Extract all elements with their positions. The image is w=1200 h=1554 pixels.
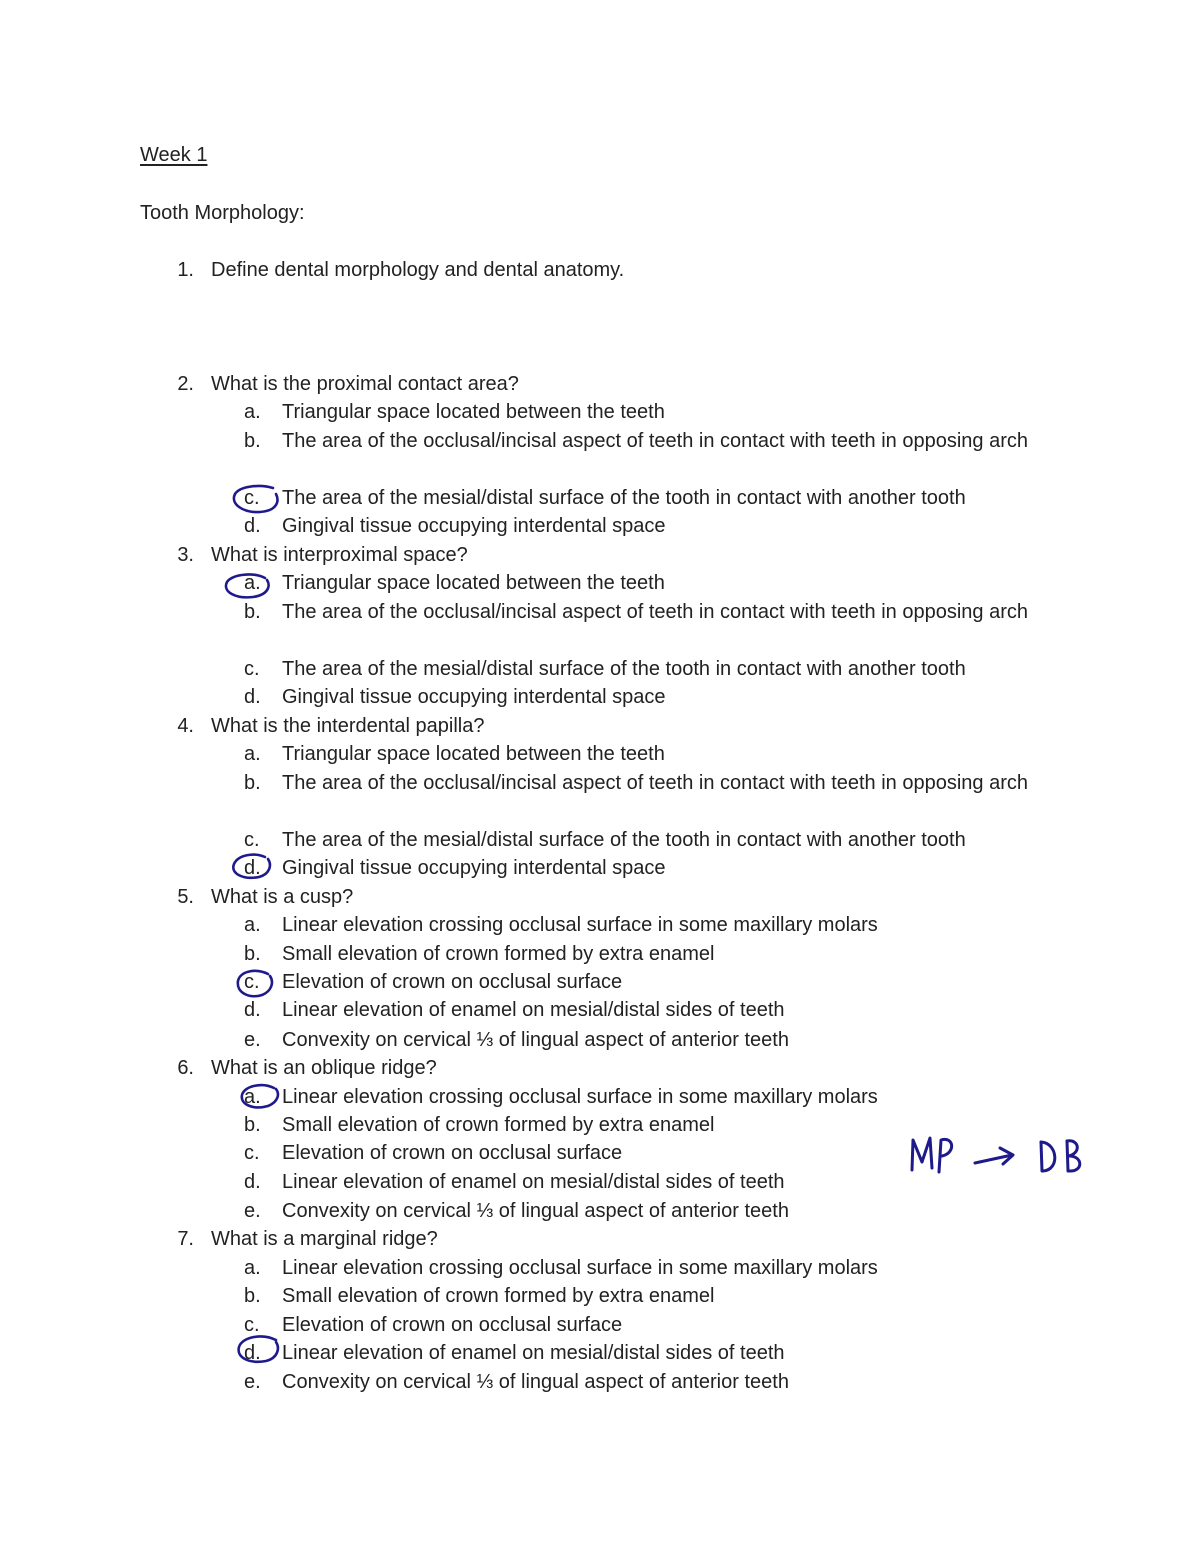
option-text: Small elevation of crown formed by extra enamel <box>282 943 715 965</box>
option-text: The area of the mesial/distal surface of the tooth in contact with another tooth <box>282 658 966 680</box>
option-label: a. <box>244 572 261 594</box>
question-number: 7. <box>177 1228 194 1250</box>
option-label: a. <box>244 1086 261 1108</box>
option-label: d. <box>244 1342 261 1364</box>
question-number: 5. <box>177 886 194 908</box>
option-label: b. <box>244 430 261 452</box>
option-label: c. <box>244 1314 260 1336</box>
option-label: c. <box>244 1142 260 1164</box>
option-text: The area of the occlusal/incisal aspect of teeth in contact with teeth in opposing arch <box>282 430 1028 452</box>
option-label: d. <box>244 1171 261 1193</box>
option-label: a. <box>244 1257 261 1279</box>
option-label: a. <box>244 401 261 423</box>
topic-heading: Tooth Morphology: <box>140 202 305 224</box>
option-text: Linear elevation crossing occlusal surface in some maxillary molars <box>282 1086 878 1108</box>
question-text: Define dental morphology and dental anatomy. <box>211 259 625 281</box>
question-number: 1. <box>177 259 194 281</box>
option-text: Triangular space located between the teeth <box>282 572 665 594</box>
option-label: e. <box>244 1200 261 1222</box>
option-label: c. <box>244 487 260 509</box>
option-text: Linear elevation crossing occlusal surface in some maxillary molars <box>282 1257 878 1279</box>
option-text: The area of the mesial/distal surface of the tooth in contact with another tooth <box>282 487 966 509</box>
option-label: c. <box>244 829 260 851</box>
option-label: d. <box>244 857 261 879</box>
option-text: Gingival tissue occupying interdental space <box>282 857 666 879</box>
option-label: b. <box>244 1285 261 1307</box>
option-text: The area of the occlusal/incisal aspect of teeth in contact with teeth in opposing arch <box>282 772 1028 794</box>
option-label: e. <box>244 1371 261 1393</box>
option-label: d. <box>244 686 261 708</box>
question-text: What is an oblique ridge? <box>211 1057 437 1079</box>
option-text: Elevation of crown on occlusal surface <box>282 1314 623 1336</box>
option-text: The area of the occlusal/incisal aspect of teeth in contact with teeth in opposing arch <box>282 601 1028 623</box>
option-label: d. <box>244 999 261 1021</box>
option-label: b. <box>244 943 261 965</box>
option-text: Gingival tissue occupying interdental space <box>282 686 666 708</box>
option-text: Small elevation of crown formed by extra enamel <box>282 1285 715 1307</box>
option-label: a. <box>244 914 261 936</box>
option-label: b. <box>244 772 261 794</box>
option-text: Elevation of crown on occlusal surface <box>282 971 623 993</box>
option-label: c. <box>244 658 260 680</box>
question-number: 2. <box>177 373 194 395</box>
question-text: What is interproximal space? <box>211 544 468 566</box>
option-text: Linear elevation crossing occlusal surface in some maxillary molars <box>282 914 878 936</box>
question-text: What is the interdental papilla? <box>211 715 485 737</box>
option-label: a. <box>244 743 261 765</box>
option-label: d. <box>244 515 261 537</box>
question-text: What is a marginal ridge? <box>211 1228 438 1250</box>
question-number: 4. <box>177 715 194 737</box>
option-text: Gingival tissue occupying interdental space <box>282 515 666 537</box>
option-text: Triangular space located between the teeth <box>282 401 665 423</box>
option-text: Convexity on cervical ⅓ of lingual aspect of anterior teeth <box>282 1029 789 1051</box>
question-text: What is the proximal contact area? <box>211 373 519 395</box>
option-text: Linear elevation of enamel on mesial/distal sides of teeth <box>282 1342 785 1364</box>
option-text: Linear elevation of enamel on mesial/distal sides of teeth <box>282 999 785 1021</box>
option-text: Convexity on cervical ⅓ of lingual aspect of anterior teeth <box>282 1200 789 1222</box>
question-number: 3. <box>177 544 194 566</box>
option-text: Convexity on cervical ⅓ of lingual aspect of anterior teeth <box>282 1371 789 1393</box>
option-label: b. <box>244 601 261 623</box>
question-text: What is a cusp? <box>211 886 354 908</box>
option-text: Small elevation of crown formed by extra enamel <box>282 1114 715 1136</box>
question-number: 6. <box>177 1057 194 1079</box>
option-label: c. <box>244 971 260 993</box>
option-text: The area of the mesial/distal surface of the tooth in contact with another tooth <box>282 829 966 851</box>
option-label: e. <box>244 1029 261 1051</box>
option-text: Linear elevation of enamel on mesial/distal sides of teeth <box>282 1171 785 1193</box>
option-label: b. <box>244 1114 261 1136</box>
option-text: Triangular space located between the teeth <box>282 743 665 765</box>
week-heading: Week 1 <box>140 144 208 166</box>
option-text: Elevation of crown on occlusal surface <box>282 1142 623 1164</box>
